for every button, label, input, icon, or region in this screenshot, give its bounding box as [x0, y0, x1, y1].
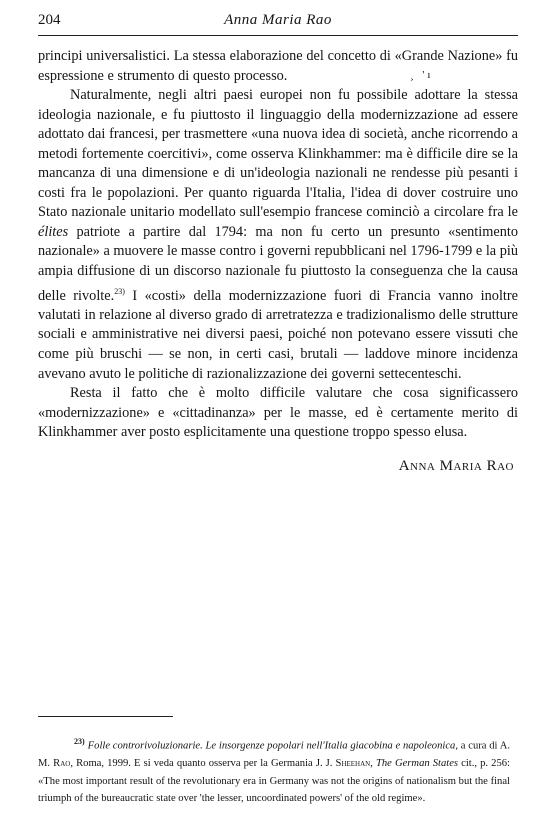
author-signature: Anna Maria Rao [398, 457, 514, 474]
footnote-text-1: , a cura di A. M. [38, 740, 510, 770]
elites-italic: élites [38, 223, 69, 240]
footnote-text-3: , [370, 758, 376, 770]
paragraph-2 [38, 86, 518, 384]
footnote-reference: 23) [114, 286, 125, 296]
main-text [38, 47, 518, 476]
page-number: 204 [38, 12, 61, 28]
running-head: Anna Maria Rao [224, 12, 332, 28]
header-rule [38, 35, 518, 36]
footnote-author-sheehan: Sheehan [335, 758, 371, 770]
footnote-author-rao: Rao [53, 758, 71, 770]
paragraph-3: Resta il fatto che è molto difficile valutare che cosa significassero «modernizzazione» e «cittadinanza» per le masse, ed è certamente merito di Klinkhammer aver posto esplicitamente una questione troppo spesso elusa. [38, 385, 518, 441]
footnote-23 [38, 733, 510, 808]
footnote-rule [38, 716, 173, 717]
stray-mark: ¸ 'ı [410, 69, 434, 81]
footnote-text-4: cit., p. 256: «The most important result of the revolutionary era in Germany was not the origins of nationalism but the final triumph of the bureaucratic state over 'the lesser, uncoordinated powers' of the old regime». [38, 758, 510, 805]
page-header [38, 12, 518, 34]
spacer [38, 443, 518, 457]
paragraph-2-part-c: I «costi» della modernizzazione fuori di Francia vanno inoltre valutati in relazione al diverso grado di arretratezza e tradizionalismo delle strutture sociali e amministrative nei diversi paesi, poiché non potevano essere vissuti che come più bruschi — se non, in certi casi, brutali — laddove minore incidenza avevano avuto le politiche di razionalizzazione dei governi settecenteschi. [38, 287, 518, 382]
paragraph-1: principi universalistici. La stessa elaborazione del concetto di «Grande Nazione» fu espressione e strumento di questo processo. [38, 48, 518, 84]
footnote-text-2: , Roma, 1999. E si veda quanto osserva per la Germania J. J. [70, 758, 336, 770]
footnote-book-title: The German States [375, 758, 459, 770]
footnote-title: Folle controrivoluzionarie. Le insorgenze popolari nell'Italia giacobina e napoleonica [87, 740, 456, 752]
footnote-number: 23) [74, 737, 85, 746]
paragraph-2-part-a: Naturalmente, negli altri paesi europei non fu possibile adottare la stessa ideologia nazionale, e fu piuttosto il linguaggio della modernizzazione ad essere adottato dai francesi, per trasmettere «una nuova idea di società, anche ricorrendo a metodi fortemente coercitivi», come osserva Klinkhammer: ma è difficile dire se la mancanza di una dimensione e di un'ideologia nazionali ne rendesse più pesanti i costi fra le popolazioni. Per quanto riguarda l'Italia, l'idea di dover costruire uno Stato nazionale unitario modellato sull'esempio francese cominciò a circolare fra le [38, 87, 518, 221]
paragraph-2-part-b: patriote a partire dal 1794: ma non fu certo un presunto «sentimento nazionale» a muovere le masse contro i governi repubblicani nel 1796-1799 e la più ampia diffusione di un discorso nazionale fu piuttosto la conseguenza che la causa delle rivolte. [38, 223, 518, 304]
